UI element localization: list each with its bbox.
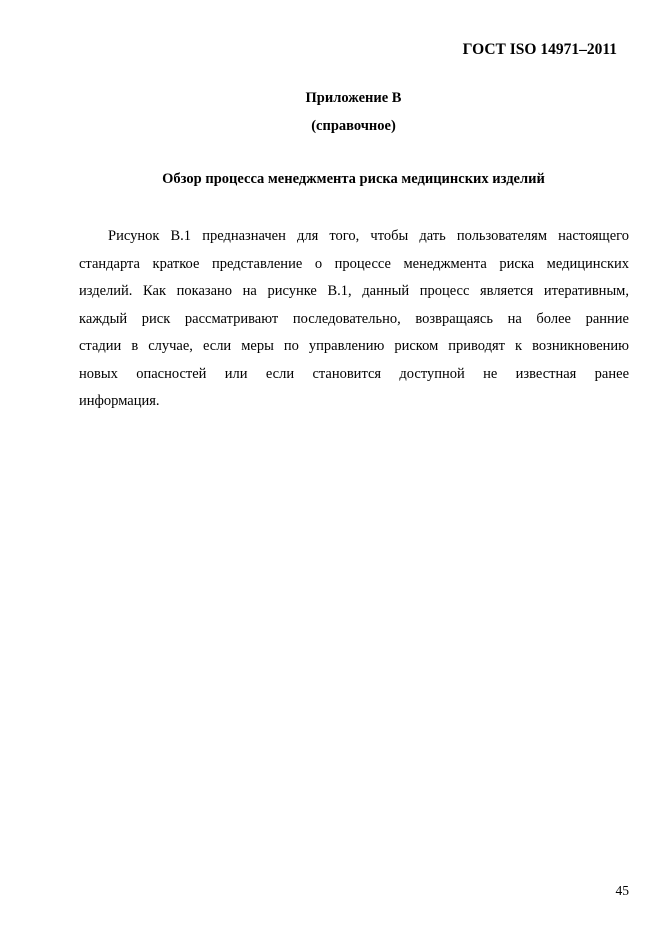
paragraph-line: новых опасностей или если становится доступной не известная ранее (79, 365, 629, 382)
paragraph-line: стандарта краткое представление о процессе менеджмента риска медицинских (79, 255, 629, 272)
paragraph-line: изделий. Как показано на рисунке В.1, данный процесс является итеративным, (79, 283, 629, 299)
annex-title: Приложение В (305, 90, 402, 106)
paragraph-line: Рисунок В.1 предназначен для того, чтобы дать пользователям настоящего (108, 228, 629, 244)
body-paragraph (79, 223, 629, 416)
standard-designation: ГОСТ ISO 14971–2011 (462, 41, 617, 58)
section-heading: Обзор процесса менеджмента риска медицинских изделий (162, 171, 545, 187)
paragraph-line: информация. (79, 393, 160, 409)
annex-type: (справочное) (311, 118, 396, 134)
paragraph-line: каждый риск рассматривают последовательно, возвращаясь на более ранние (79, 310, 629, 327)
page-number: 45 (615, 883, 629, 898)
paragraph-line: стадии в случае, если меры по управлению риском приводят к возникновению (79, 338, 629, 354)
